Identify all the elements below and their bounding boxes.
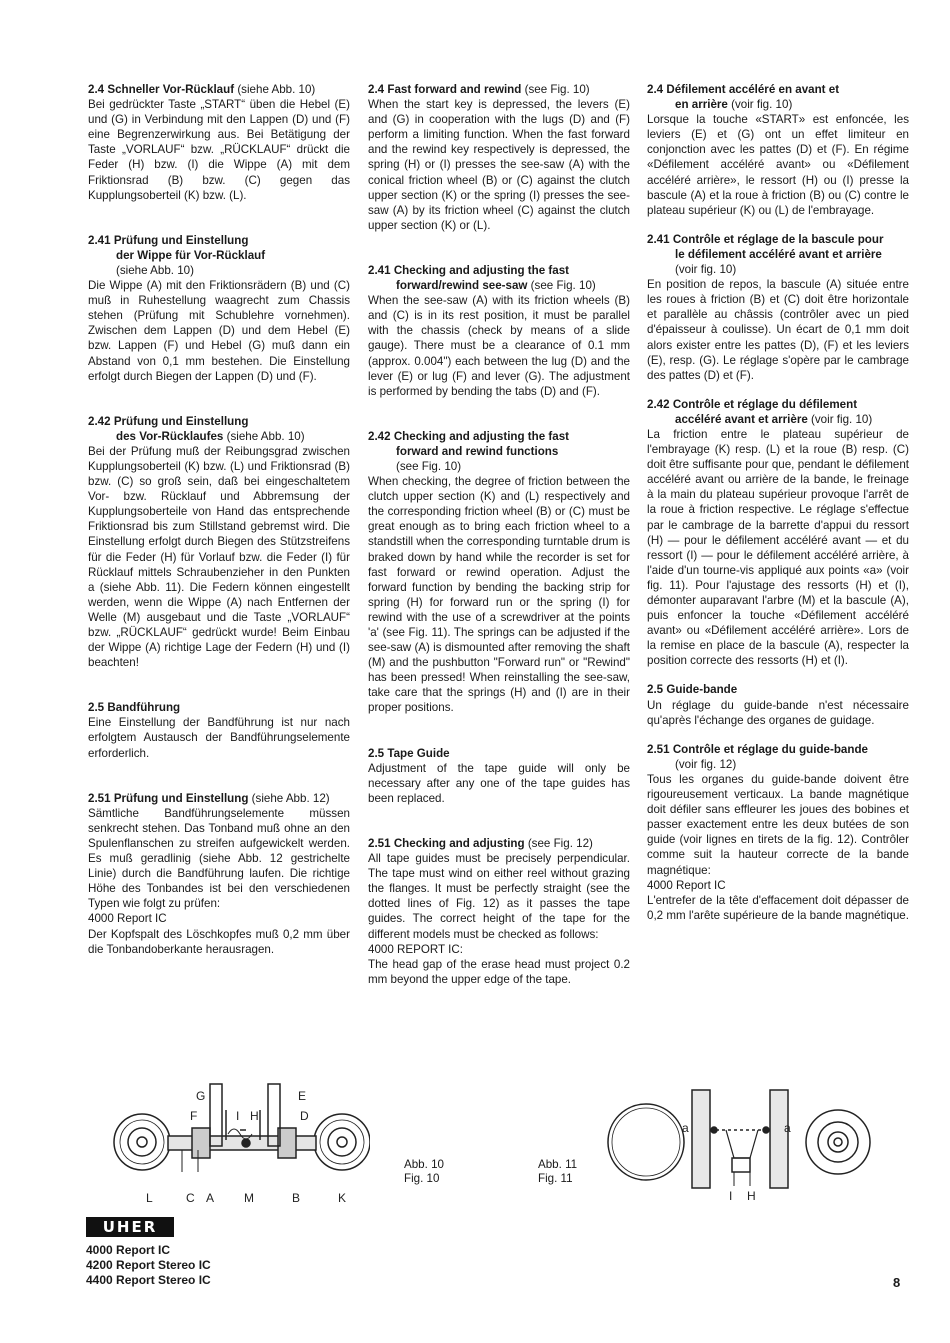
section-number: 2.5 [368, 746, 385, 760]
section-heading [647, 82, 909, 112]
column-german [88, 82, 350, 979]
section-2-5-fr [647, 682, 909, 727]
fig10-label-b: B [292, 1191, 301, 1205]
section-2-51-fr [647, 742, 909, 923]
section-title: Schneller Vor-Rücklauf [107, 83, 235, 96]
section-2-4-fr [647, 82, 909, 218]
section-title: Checking and adjusting the fast [393, 263, 570, 277]
section-number: 2.4 [88, 83, 105, 96]
section-body: Adjustment of the tape guide will only be necessary after any one of the tape guides has been replaced. [368, 761, 630, 805]
section-2-5-en [368, 746, 630, 806]
section-body: Bei der Prüfung muß der Reibungsgrad zwischen Kupplungsoberteil (K) bzw. (L) und Friktionsrad (B) bzw. (C) so groß sein, daß bei eingeschaltetem Vor- bzw. Rücklauf und Abbremsung der Kupplungsoberteile von Hand das entsprechende Friktionsrad bis zum Stillstand gebremst wird. Die Einstellung erfolgt durch Biegen des Stützstreifens für die Feder (H) für Vorlauf bzw. die Feder (I) für Rücklauf mittels Schraubenzieher in den Punkten a (siehe Abb. 11). Die Federn können eingestellt werden, wenn die Wippe (A) nach Entfernen der Welle (M) ausgebaut und die Taste „VORLAUF“ bzw. „RÜCKLAUF“ gedrückt wurde! Beim Einbau der Wippe (A) richtige Lage der Federn (H) und (I) beachten! [88, 444, 350, 670]
section-2-51-en [368, 836, 630, 987]
section-number: 2.5 [88, 701, 105, 715]
fig10-label-g: G [196, 1089, 206, 1103]
section-title: Bandführung [107, 701, 181, 715]
section-heading [88, 233, 350, 278]
section-2-4-en [368, 82, 630, 233]
section-number: 2.51 [647, 742, 670, 756]
fig10-label-c: C [186, 1191, 195, 1205]
model-line: 4000 REPORT IC: [368, 942, 463, 956]
section-number: 2.41 [88, 233, 111, 247]
section-title: Checking and adjusting the fast [393, 429, 570, 443]
section-title-line2: forward/rewind see-saw [396, 279, 528, 293]
section-body: Die Wippe (A) mit den Friktionsrädern (B) und (C) muß in Ruhestellung waagrecht zum Chassis stehen (Prüfung mit Schublehre vornehmen). Zwischen dem Lappen (D) und dem Hebel (E) bzw. Lappen (F) und Hebel (G) muß dann ein Abstand von 0,1 mm bestehen. Die Einstellung erfolgt durch Biegen der Lappen (D) und (F). [88, 279, 350, 383]
section-body: Lorsque la touche «START» est enfoncée, les leviers (E) et (G) ont un effet limiteur en conjonction avec les pattes (D) et (F). En régime «Défilement accéléré avant» ou «Défilement accéléré arrière», le ressort (H) ou (I) presse la bascule (A) et la roue à friction (B) ou (C) contre le plateau supérieur (K) ou (L) de l'embrayage. [647, 113, 909, 217]
fig10-caption-en: Fig. 10 [404, 1172, 440, 1185]
section-title: Contrôle et réglage du guide-bande [672, 742, 868, 756]
section-title: Prüfung und Einstellung [113, 233, 249, 247]
section-title-line2: accéléré avant et arrière [675, 412, 808, 426]
section-heading [368, 263, 630, 293]
section-body-continued: Der Kopfspalt des Löschkopfes muß 0,2 mm über die Tonbandoberkante herausragen. [88, 927, 350, 956]
section-body: Un réglage du guide-bande n'est nécessaire qu'après l'échange des organes de guidage. [647, 698, 909, 727]
section-body: En position de repos, la bascule (A) située entre les roues à friction (B) et (C) doit être horizontale et parallèle au châssis (contrôler avec un pied d'épaisseur à coulisse). Un écart de 0,1 mm doit alors exister entre les pattes (D), (F) et les leviers (E), resp. (G). Le réglage s'opère par le cambrage des pattes (D) et (F). [647, 278, 909, 382]
section-heading [647, 742, 909, 772]
section-2-41-fr [647, 232, 909, 383]
section-number: 2.4 [368, 83, 385, 96]
section-number: 2.5 [647, 683, 664, 697]
section-ref: (see Fig. 10) [530, 279, 596, 293]
model-name: 4000 Report IC [86, 1243, 171, 1257]
section-body: Eine Einstellung der Bandführung ist nur nach erfolgtem Austausch der Bandführungselemente erforderlich. [88, 716, 350, 760]
section-body: All tape guides must be precisely perpendicular. The tape must wind on either reel without grazing the flanges. It must be perfectly straight (see the dotted lines of Fig. 12) as it passes the tape guides. The correct height of the tape for the different models must be checked as follows: [368, 852, 630, 941]
section-heading [368, 429, 630, 474]
section-2-42-de [88, 414, 350, 671]
section-2-5-de [88, 700, 350, 760]
section-number: 2.51 [88, 791, 111, 805]
section-heading [88, 414, 350, 444]
section-title: Checking and adjusting [393, 836, 525, 850]
section-body: Sämtliche Bandführungselemente müssen senkrecht stehen. Das Tonband muß ohne an den Spulenflanschen zu streifen aufgewickelt werden. Es muß geradlinig (siehe Abb. 12 gestrichelte Linie) durch die Bandführung laufen. Die richtige Höhe des Tonbandes ist bei den verschiedenen Typen wie folgt zu prüfen: [88, 806, 350, 911]
section-number: 2.41 [368, 263, 391, 277]
section-ref: (see Fig. 10) [524, 83, 590, 96]
fig10-caption-de: Abb. 10 [404, 1158, 444, 1171]
section-heading [88, 791, 350, 806]
fig10-label-d: D [300, 1109, 309, 1123]
section-title: Défilement accéléré en avant et [666, 83, 840, 96]
section-number: 2.42 [368, 429, 391, 443]
section-body-continued: L'entrefer de la tête d'effacement doit dépasser de 0,2 mm l'arête supérieure de la bande magnétique. [647, 893, 909, 922]
section-2-51-de [88, 791, 350, 957]
model-line: 4000 Report IC [88, 912, 167, 926]
section-ref: (voir fig. 10) [811, 412, 873, 426]
section-heading [647, 682, 909, 697]
fig10-label-h: H [250, 1109, 259, 1123]
section-title: Tape Guide [387, 746, 450, 760]
section-heading [647, 232, 909, 277]
section-body: La friction entre le plateau supérieur de l'embrayage (K) resp. (L) et la roue (B) resp. (C) doit être suffisante pour que, pendant le défilement accéléré avant ou arrière de la bande, le freinage à la main du plateau supérieur provoque l'arrêt de la roue à friction respective. Le réglage s'effectue par le cambrage de la barrette d'appui du ressort (H) — pour le défilement accéléré avant — et du ressort (I) — pour le défilement accéléré arrière, à l'aide d'un tourne-vis appliqué aux points «a» (voir fig. 11). Pour l'ajustage des ressorts (H) et (I), démonter auparavant l'arbre (M) et la bascule (A), puis enfoncer la touche «Défilement accéléré avant» ou «Défilement accéléré arrière». Lors de la remise en place de la bascule (A), respecter la position correcte des ressorts (H) et (I). [647, 427, 909, 668]
section-body: Bei gedrückter Taste „START“ üben die Hebel (E) und (G) in Verbindung mit den Lappen (D) und (F) eine Begrenzerwirkung aus. Bei Betätigung der Taste „VORLAUF“ bzw. „RÜCKLAUF“ drückt die Feder (H) bzw. (I) die Wippe (A) mit dem Friktionsrad (B) bzw. (C) gegen das Kupplungsoberteil (K) bzw. (L). [88, 98, 350, 202]
model-name: 4200 Report Stereo IC [86, 1258, 211, 1272]
section-title: Guide-bande [666, 683, 738, 697]
section-title-line2: der Wippe für Vor-Rücklauf [116, 248, 266, 262]
column-french [647, 82, 909, 937]
section-ref: (voir fig. 12) [675, 757, 737, 771]
section-number: 2.42 [647, 397, 670, 411]
fig11-label-i: I [729, 1189, 733, 1203]
model-list [86, 1243, 211, 1288]
section-title: Contrôle et réglage du défilement [672, 397, 858, 411]
section-ref: (voir fig. 10) [731, 98, 793, 112]
section-2-41-en [368, 263, 630, 399]
fig11-label-a-left: a [682, 1121, 689, 1135]
section-number: 2.41 [647, 232, 670, 246]
section-number: 2.42 [88, 414, 111, 428]
section-number: 2.4 [647, 83, 664, 96]
section-heading [368, 746, 630, 761]
fig10-label-a: A [206, 1191, 215, 1205]
fig10-mechanism-diagram [110, 1070, 370, 1210]
fig10-label-m: M [244, 1191, 254, 1205]
section-body: When the start key is depressed, the levers (E) and (G) in cooperation with the lugs (D) and (F) perform a limiting function. When the fast forward and the rewind key respectively is depressed, the spring (H) or (I) presses the see-saw (A) with the conical friction wheel (B) or (C) against the clutch upper section (K) or the spring (I) presses the see-saw (A) by its friction wheel (C) against the clutch upper section (K) or (L). [368, 98, 630, 232]
section-body-continued: The head gap of the erase head must project 0.2 mm beyond the upper edge of the tape. [368, 957, 630, 986]
section-2-41-de [88, 233, 350, 384]
section-heading [647, 397, 909, 427]
fig10-label-f: F [190, 1109, 198, 1123]
page-number: 8 [893, 1275, 901, 1290]
fig10-caption [404, 1158, 444, 1186]
section-title: Prüfung und Einstellung [113, 414, 249, 428]
fig10-label-e: E [298, 1089, 307, 1103]
section-ref: (see Fig. 12) [527, 836, 593, 850]
section-title-line2: forward and rewind functions [396, 444, 559, 458]
section-heading [368, 82, 630, 97]
section-title-line2: des Vor-Rücklaufes [116, 429, 224, 443]
section-heading [368, 836, 630, 851]
fig10-label-i: I [236, 1109, 240, 1123]
section-body: Tous les organes du guide-bande doivent être rigoureusement verticaux. La bande magnétique doit défiler sans effleurer les joues des bobines et passer exactement entre les deux butées de son guide (voir lignes en tirets de la fig. 12). Contrôler comme suit la hauteur correcte de la bande magnétique: [647, 772, 909, 877]
section-body: When checking, the degree of friction between the clutch upper section (K) and (L) respectively and the corresponding friction wheel (B) or (C) must be great enough as to bring each friction wheel to a standstill when the corresponding turntable drum is braked down by hand while the recorder is set for fast forward or rewind operation. Adjust the forward function by bending the backing strip for spring (H) for forward run or the spring (I) for rewind with the use of a screwdriver at the points 'a' (see Fig. 11). The springs can be adjusted if the see-saw (A) is dismounted after removing the shaft (M) and the pushbutton "Forward run" or "Rewind" has been pressed! When reinstalling the see-saw, take care that the springs (H) and (I) are in their proper positions. [368, 475, 630, 715]
fig10-label-l: L [146, 1191, 153, 1205]
column-english [368, 82, 630, 1009]
figures-area [0, 1070, 950, 1210]
section-ref: (siehe Abb. 10) [116, 263, 194, 277]
section-title: Contrôle et réglage de la bascule pour [672, 232, 884, 246]
section-ref: (see Fig. 10) [396, 459, 462, 473]
fig11-label-a-right: a [784, 1121, 791, 1135]
section-heading [88, 700, 350, 715]
section-ref: (voir fig. 10) [675, 263, 737, 277]
uher-logo: UHER [86, 1217, 174, 1237]
fig11-label-h: H [747, 1189, 756, 1203]
section-number: 2.51 [368, 836, 391, 850]
section-heading [88, 82, 350, 97]
section-body: When the see-saw (A) with its friction wheels (B) and (C) is in its rest position, it must be parallel with the chassis (check by means of a slide gauge). There must be a clearance of 0.1 mm (approx. 0.004") each between the lug (D) and the lever (E) or lug (F) and lever (G). The adjustment is performed by bending the tabs (D) and (F). [368, 294, 630, 398]
section-title-line2: le défilement accéléré avant et arrière [675, 247, 882, 261]
fig10-label-k: K [338, 1191, 347, 1205]
model-name: 4400 Report Stereo IC [86, 1273, 211, 1287]
section-ref: (siehe Abb. 10) [226, 429, 305, 443]
model-line: 4000 Report IC [647, 878, 726, 892]
fig11-caption-en: Fig. 11 [538, 1172, 573, 1185]
section-ref: (siehe Abb. 12) [251, 791, 330, 805]
section-title: Fast forward and rewind [387, 83, 522, 96]
fig11-spring-diagram [594, 1070, 874, 1210]
section-2-4-de [88, 82, 350, 203]
fig11-caption-de: Abb. 11 [538, 1158, 578, 1171]
section-title: Prüfung und Einstellung [113, 791, 249, 805]
section-2-42-en [368, 429, 630, 716]
section-ref: (siehe Abb. 10) [237, 83, 316, 96]
fig11-caption [538, 1158, 577, 1186]
section-2-42-fr [647, 397, 909, 669]
section-title-line2: en arrière [675, 98, 728, 112]
